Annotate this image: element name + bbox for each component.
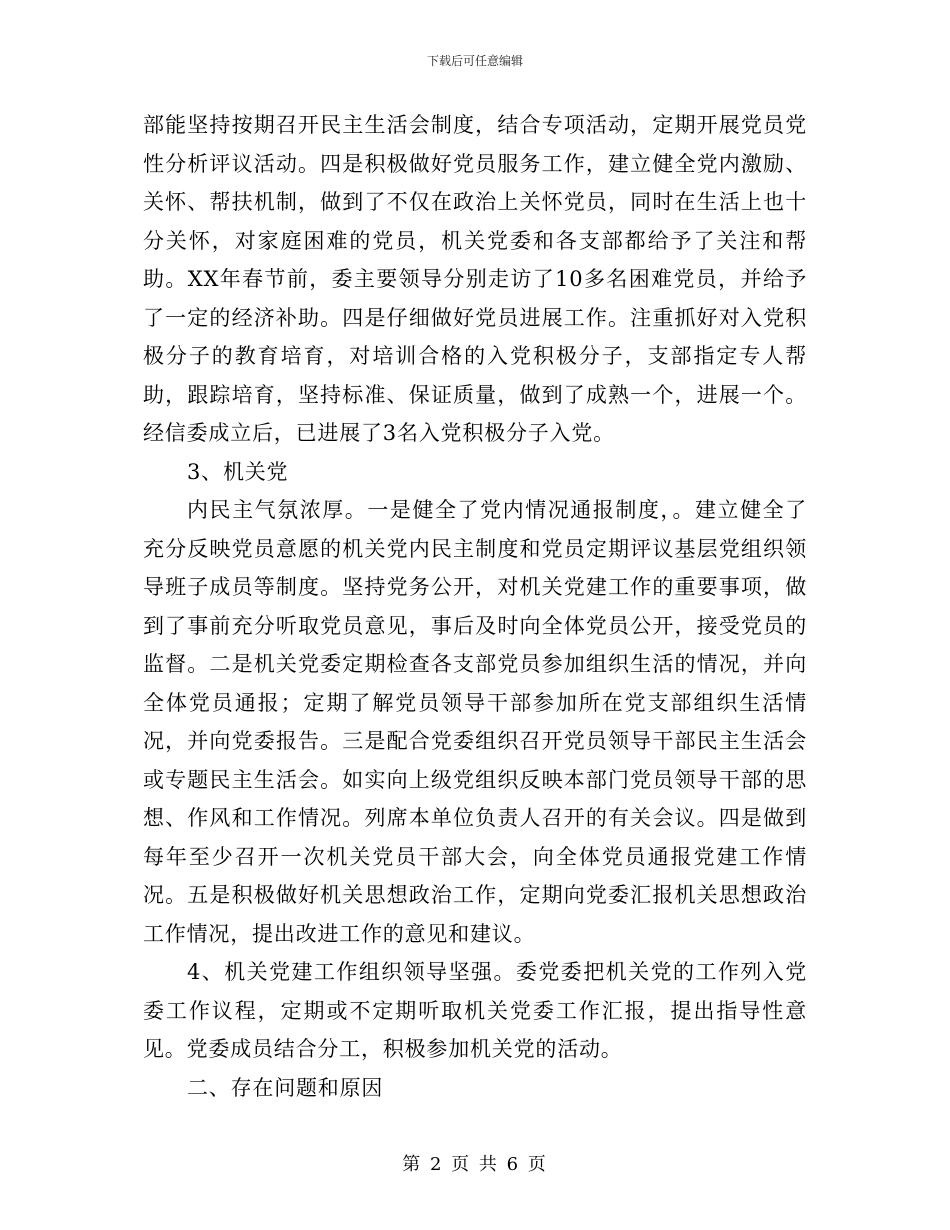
page-header: 下载后可任意编辑 <box>426 54 523 68</box>
body-paragraph: 4、机关党建工作组织领导坚强。委党委把机关党的工作列入党委工作议程，定期或不定期听取机关党委工作汇报，提出指导性意见。党委成员结合分工，积极参加机关党的活动。 <box>143 960 807 1061</box>
body-paragraph: 内民主气氛浓厚。一是健全了党内情况通报制度，。建立健全了充分反映党员意愿的机关党内民主制度和党员定期评议基层党组织领导班子成员等制度。坚持党务公开，对机关党建工作的重要事项，做到了事前充分听取党员意见，事后及时向全体党员公开，接受党员的监督。二是机关党委定期检查各支部党员参加组织生活的情况，并向全体党员通报；定期了解党员领导干部参加所在党支部组织生活情况，并向党委报告。三是配合党委组织召开党员领导干部民主生活会或专题民主生活会。如实向上级党组织反映本部门党员领导干部的思想、作风和工作情况。列席本单位负责人召开的有关会议。四是做到每年至少召开一次机关党员干部大会，向全体党员通报党建工作情况。五是积极做好机关思想政治工作，定期向党委汇报机关思想政治工作情况，提出改进工作的意见和建议。 <box>143 498 807 946</box>
section-heading: 二、存在问题和原因 <box>187 1075 384 1100</box>
body-paragraph: 部能坚持按期召开民主生活会制度，结合专项活动，定期开展党员党性分析评议活动。四是积极做好党员服务工作，建立健全党内激励、关怀、帮扶机制，做到了不仅在政治上关怀党员，同时在生活上也十分关怀，对家庭困难的党员，机关党委和各支部都给予了关注和帮助。XX年春节前，委主要领导分别走访了10多名困难党员，并给予了一定的经济补助。四是仔细做好党员进展工作。注重抓好对入党积极分子的教育培育，对培训合格的入党积极分子，支部指定专人帮助，跟踪培育，坚持标准、保证质量，做到了成熟一个，进展一个。经信委成立后，已进展了3名入党积极分子入党。 <box>143 113 807 445</box>
document-body <box>143 106 807 1107</box>
page-number-footer: 第 2 页 共 6 页 <box>402 1154 548 1175</box>
section-heading: 3、机关党 <box>187 459 289 484</box>
